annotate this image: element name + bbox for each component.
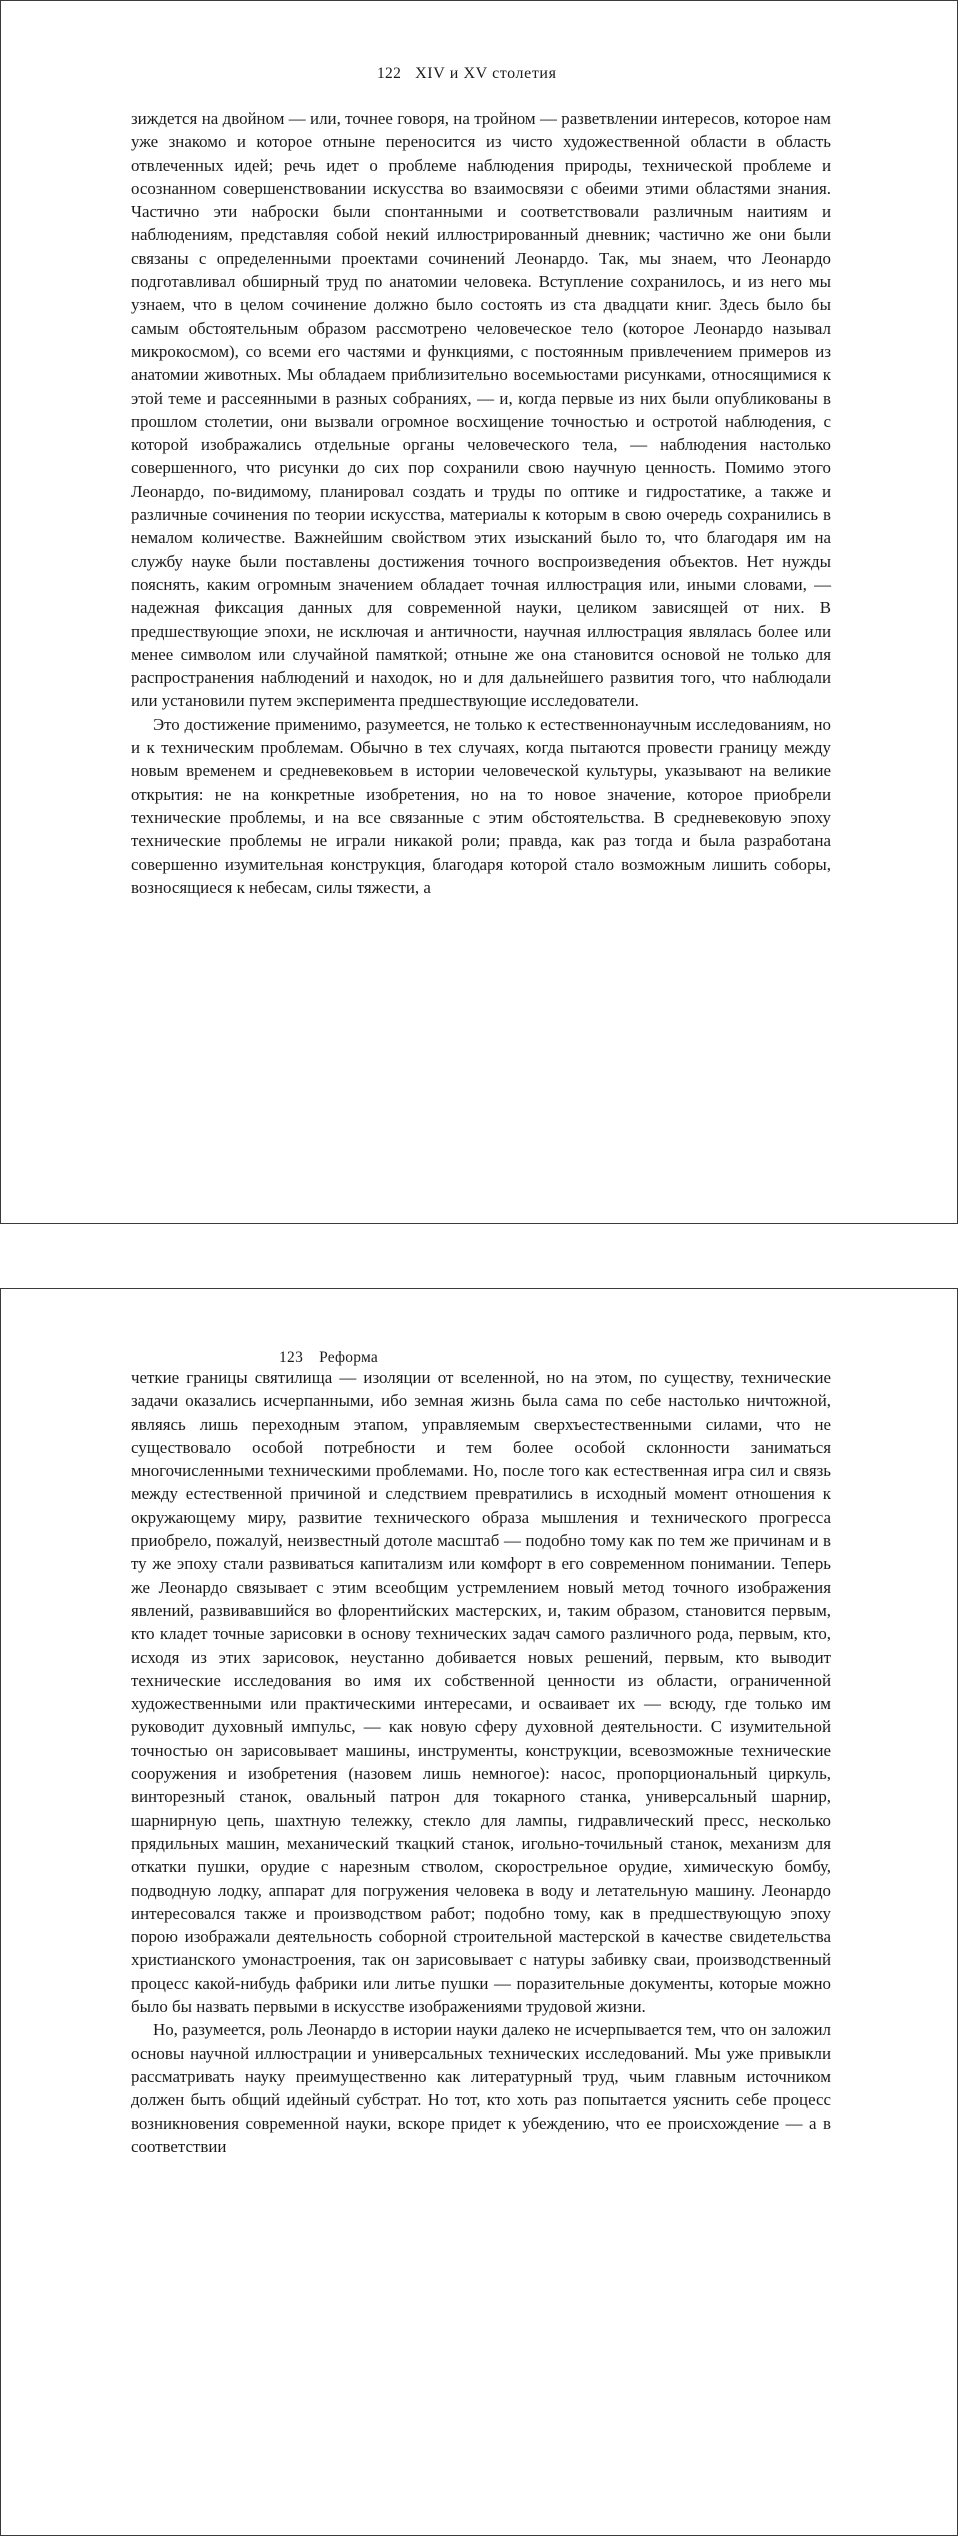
- book-page-122: [0, 0, 958, 1224]
- paragraph: четкие границы святилища — изоляции от вселенной, но на этом, по существу, технические задачи оказались исчерпанными, ибо земная жизнь была сама по себе настолько ничтожной, являясь лишь переходным этапом, управляемым сверхъестественными силами, что не существовало особой потребности и тем более особой склонности заниматься многочисленными техническими проблемами. Но, после того как естественная игра сил и связь между естественной причиной и следствием превратились в исходный момент отношения к окружающему миру, развитие технического образа мышления и технического прогресса приобрело, пожалуй, неизвестный дотоле масштаб — подобно тому как по тем же причинам и в ту же эпоху стали развиваться капитализм или комфорт в его современном понимании. Теперь же Леонардо связывает с этим всеобщим устремлением новый метод точного изображения явлений, развивавшийся во флорентийских мастерских, и, таким образом, становится первым, кто кладет точные зарисовки в основу технических задач самого различного рода, первым, кто, исходя из этих зарисовок, неустанно добивается новых решений, первым, кто выводит технические исследования во имя их собственной ценности из области, ограниченной художественными или практическими интересами, и осваивает их — всюду, где только им руководит духовный импульс, — как новую сферу духовной деятельности. С изумительной точностью он зарисовывает машины, инструменты, конструкции, всевозможные технические сооружения и изобретения (назовем лишь немногое): насос, пропорциональный циркуль, винторезный станок, овальный патрон для токарного станка, универсальный шарнир, шарнирную цепь, шахтную тележку, стекло для лампы, гидравлический пресс, несколько прядильных машин, механический ткацкий станок, игольно-точильный станок, механизм для откатки пушки, орудие с нарезным стволом, скорострельное орудие, химическую бомбу, подводную лодку, аппарат для погружения человека в воду и летательную машину. Леонардо интересовался также и производством работ; подобно тому, как в предшествующую эпоху порою изображали деятельность соборной строительной мастерской в качестве свидетельства христианского умонастроения, так он зарисовывает с натуры забивку сваи, производственный процесс какой-нибудь фабрики или литье пушки — поразительные документы, которые можно было бы назвать первыми в искусстве изображениями трудовой жизни.: [131, 1368, 831, 2017]
- page-gap: [0, 1224, 960, 1288]
- page-header: [279, 1349, 378, 1367]
- book-page-123: [0, 1288, 958, 2536]
- page-header: [377, 65, 557, 83]
- running-title: XIV и XV столетия: [415, 65, 557, 82]
- paragraph: зиждется на двойном — или, точнее говоря, на тройном — разветвлении интересов, которое нам уже знакомо и которое отныне переносится из чисто художественной области в область отвлеченных идей; речь идет о проблеме наблюдения природы, технической проблеме и осознанном совершенствовании искусства во взаимосвязи с обеими этими областями знания. Частично эти наброски были спонтанными и соответствовали различным наитиям и наблюдениям, представляя собой некий иллюстрированный дневник; частично же они были связаны с определенными проектами сочинений Леонардо. Так, мы знаем, что Леонардо подготавливал обширный труд по анатомии человека. Вступление сохранилось, и из него мы узнаем, что в целом сочинение должно было состоять из ста двадцати книг. Здесь было бы самым обстоятельным образом рассмотрено человеческое тело (которое Леонардо называл микрокосмом), со всеми его частями и функциями, с постоянным привлечением примеров из анатомии животных. Мы обладаем приблизительно восемьюстами рисунками, относящимися к этой теме и рассеянными в разных собраниях, — и, когда первые из них были опубликованы в прошлом столетии, они вызвали огромное восхищение точностью и остротой наблюдения, с которой изображались отдельные органы человеческого тела, — наблюдения настолько совершенного, что рисунки до сих пор сохранили свою научную ценность. Помимо этого Леонардо, по-видимому, планировал создать и труды по оптике и гидростатике, а также и различные сочинения по теории искусства, материалы к которым в свою очередь сохранились в немалом количестве. Важнейшим свойством этих изысканий было то, что благодаря им на службу науке были поставлены достижения точного воспроизведения объектов. Нет нужды пояснять, каким огромным значением обладает точная иллюстрация или, иными словами, — надежная фиксация данных для современной науки, целиком зависящей от них. В предшествующие эпохи, не исключая и античности, научная иллюстрация являлась более или менее символом или случайной памяткой; отныне же она становится основой не только для распространения наблюдений и находок, но и для дальнейшего развития того, что наблюдали или установили путем эксперимента предшествующие исследователи.: [131, 109, 831, 711]
- body-text: [131, 107, 831, 899]
- running-title: Реформа: [319, 1349, 378, 1366]
- page-number: 123: [279, 1349, 304, 1366]
- paragraph: Это достижение применимо, разумеется, не только к естественнонаучным исследованиям, но и к техническим проблемам. Обычно в тех случаях, когда пытаются провести границу между новым временем и средневековьем в истории человеческой культуры, указывают на великие открытия: не на конкретные изобретения, но на то новое значение, которое приобрели технические проблемы, и на все связанные с этим обстоятельства. В средневековую эпоху технические проблемы не играли никакой роли; правда, как раз тогда и была разработана совершенно изумительная конструкция, благодаря которой стало возможным лишить соборы, возносящиеся к небесам, силы тяжести, а: [131, 714, 831, 897]
- paragraph: Но, разумеется, роль Леонардо в истории науки далеко не исчерпывается тем, что он заложил основы научной иллюстрации и универсальных технических исследований. Мы уже привыкли рассматривать науку преимущественно как литературный труд, чьим главным источником должен быть общий идейный субстрат. Но тот, кто хоть раз попытается уяснить себе процесс возникновения современной науки, вскоре придет к убеждению, что ее происхождение — а в соответствии: [131, 2020, 831, 2156]
- page-number: 122: [377, 65, 402, 82]
- body-text: [131, 1366, 831, 2158]
